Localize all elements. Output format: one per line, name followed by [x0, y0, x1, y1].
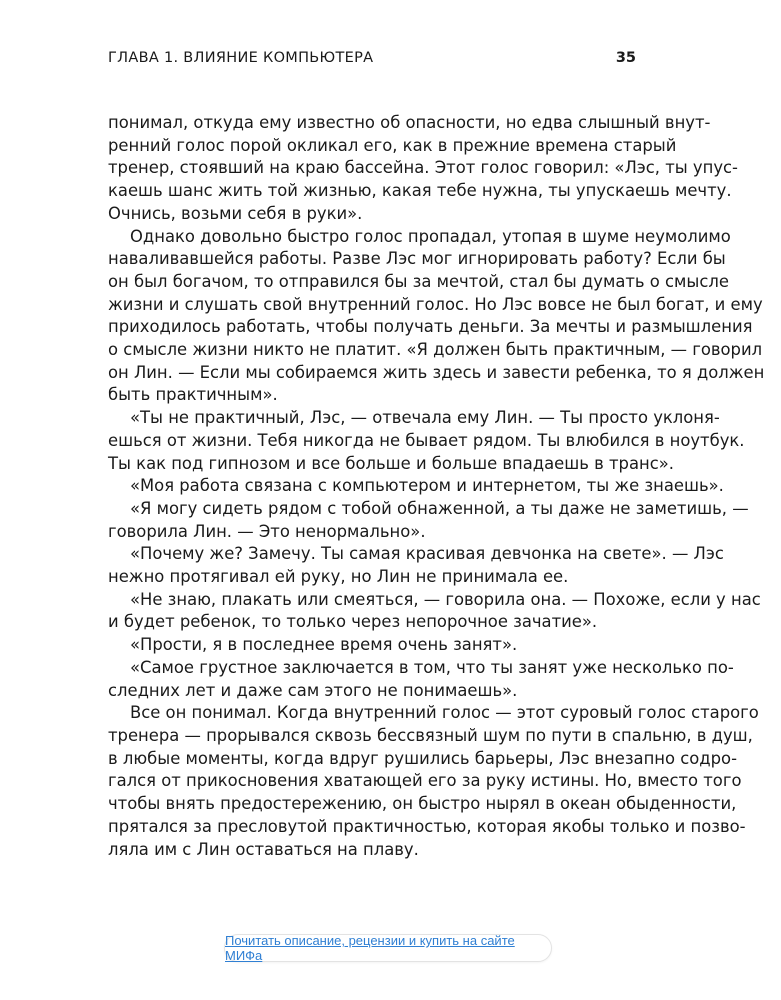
text-line: каешь шанс жить той жизнью, какая тебе нужна, ты упускаешь мечту.	[108, 181, 732, 201]
text-line: следних лет и даже сам этого не понимаешь».	[108, 680, 518, 700]
text-line: тренер, стоявший на краю бассейна. Этот голос говорил: «Лэс, ты упус-	[108, 158, 738, 178]
paragraph-start-line: «Не знаю, плакать или смеяться, — говорила она. — Похоже, если у нас	[130, 589, 761, 609]
text-line: и будет ребенок, то только через непорочное зачатие».	[108, 612, 598, 632]
text-line: ляла им с Лин оставаться на плаву.	[108, 839, 419, 859]
body-text	[108, 112, 765, 861]
text-line: наваливавшейся работы. Разве Лэс мог игнорировать работу? Если бы	[108, 249, 726, 269]
paragraph-start-line: «Моя работа связана с компьютером и интернетом, ты же знаешь».	[130, 476, 724, 496]
text-line: Ты как под гипнозом и все больше и больше впадаешь в транс».	[108, 453, 674, 473]
paragraph-start-line: «Ты не практичный, Лэс, — отвечала ему Лин. — Ты просто уклоня-	[130, 408, 720, 428]
buy-book-link-text[interactable]: Почитать описание, рецензии и купить на сайте МИФа	[225, 933, 515, 963]
text-line: прятался за пресловутой практичностью, которая якобы только и позво-	[108, 816, 746, 836]
paragraph-start-line: Однако довольно быстро голос пропадал, утопая в шуме неумолимо	[130, 226, 731, 246]
paragraph-start-line: «Самое грустное заключается в том, что ты занят уже несколько по-	[130, 657, 734, 677]
text-line: гался от прикосновения хватающей его за руку истины. Но, вместо того	[108, 771, 742, 791]
paragraph-start-line: Все он понимал. Когда внутренний голос — этот суровый голос старого	[130, 703, 759, 723]
text-line: приходилось работать, чтобы получать деньги. За мечты и размышления	[108, 317, 753, 337]
text-line: ренний голос порой окликал его, как в прежние времена старый	[108, 135, 677, 155]
buy-book-link[interactable]	[224, 934, 552, 962]
text-line: быть практичным».	[108, 385, 278, 405]
text-line: он был богачом, то отправился бы за мечтой, стал бы думать о смысле	[108, 271, 729, 291]
text-line: в любые моменты, когда вдруг рушились барьеры, Лэс внезапно содро-	[108, 748, 737, 768]
text-line: ешься от жизни. Тебя никогда не бывает рядом. Ты влюбился в ноутбук.	[108, 430, 745, 450]
text-line: понимал, откуда ему известно об опасности, но едва слышный внут-	[108, 113, 711, 132]
paragraph-start-line: «Почему же? Замечу. Ты самая красивая девчонка на свете». — Лэс	[130, 544, 724, 564]
text-line: он Лин. — Если мы собираемся жить здесь и завести ребенка, то я должен	[108, 362, 765, 382]
text-line: нежно протягивал ей руку, но Лин не принимала ее.	[108, 567, 569, 587]
text-line: говорила Лин. — Это ненормально».	[108, 521, 426, 541]
paragraph-start-line: «Прости, я в последнее время очень занят».	[130, 635, 518, 655]
text-line: тренера — прорывался сквозь бессвязный шум по пути в спальню, в душ,	[108, 725, 753, 745]
text-line: жизни и слушать свой внутренний голос. Но Лэс вовсе не был богат, и ему	[108, 294, 763, 314]
paragraph-start-line: «Я могу сидеть рядом с тобой обнаженной, а ты даже не заметишь, —	[130, 498, 749, 518]
page-number: 35	[615, 50, 636, 66]
text-line: чтобы внять предостережению, он быстро нырял в океан обыденности,	[108, 794, 737, 814]
text-line: Очнись, возьми себя в руки».	[108, 203, 363, 223]
running-head: ГЛАВА 1. ВЛИЯНИЕ КОМПЬЮТЕРА	[108, 50, 374, 66]
text-line: о смысле жизни никто не платит. «Я должен быть практичным, — говорил	[108, 340, 763, 360]
